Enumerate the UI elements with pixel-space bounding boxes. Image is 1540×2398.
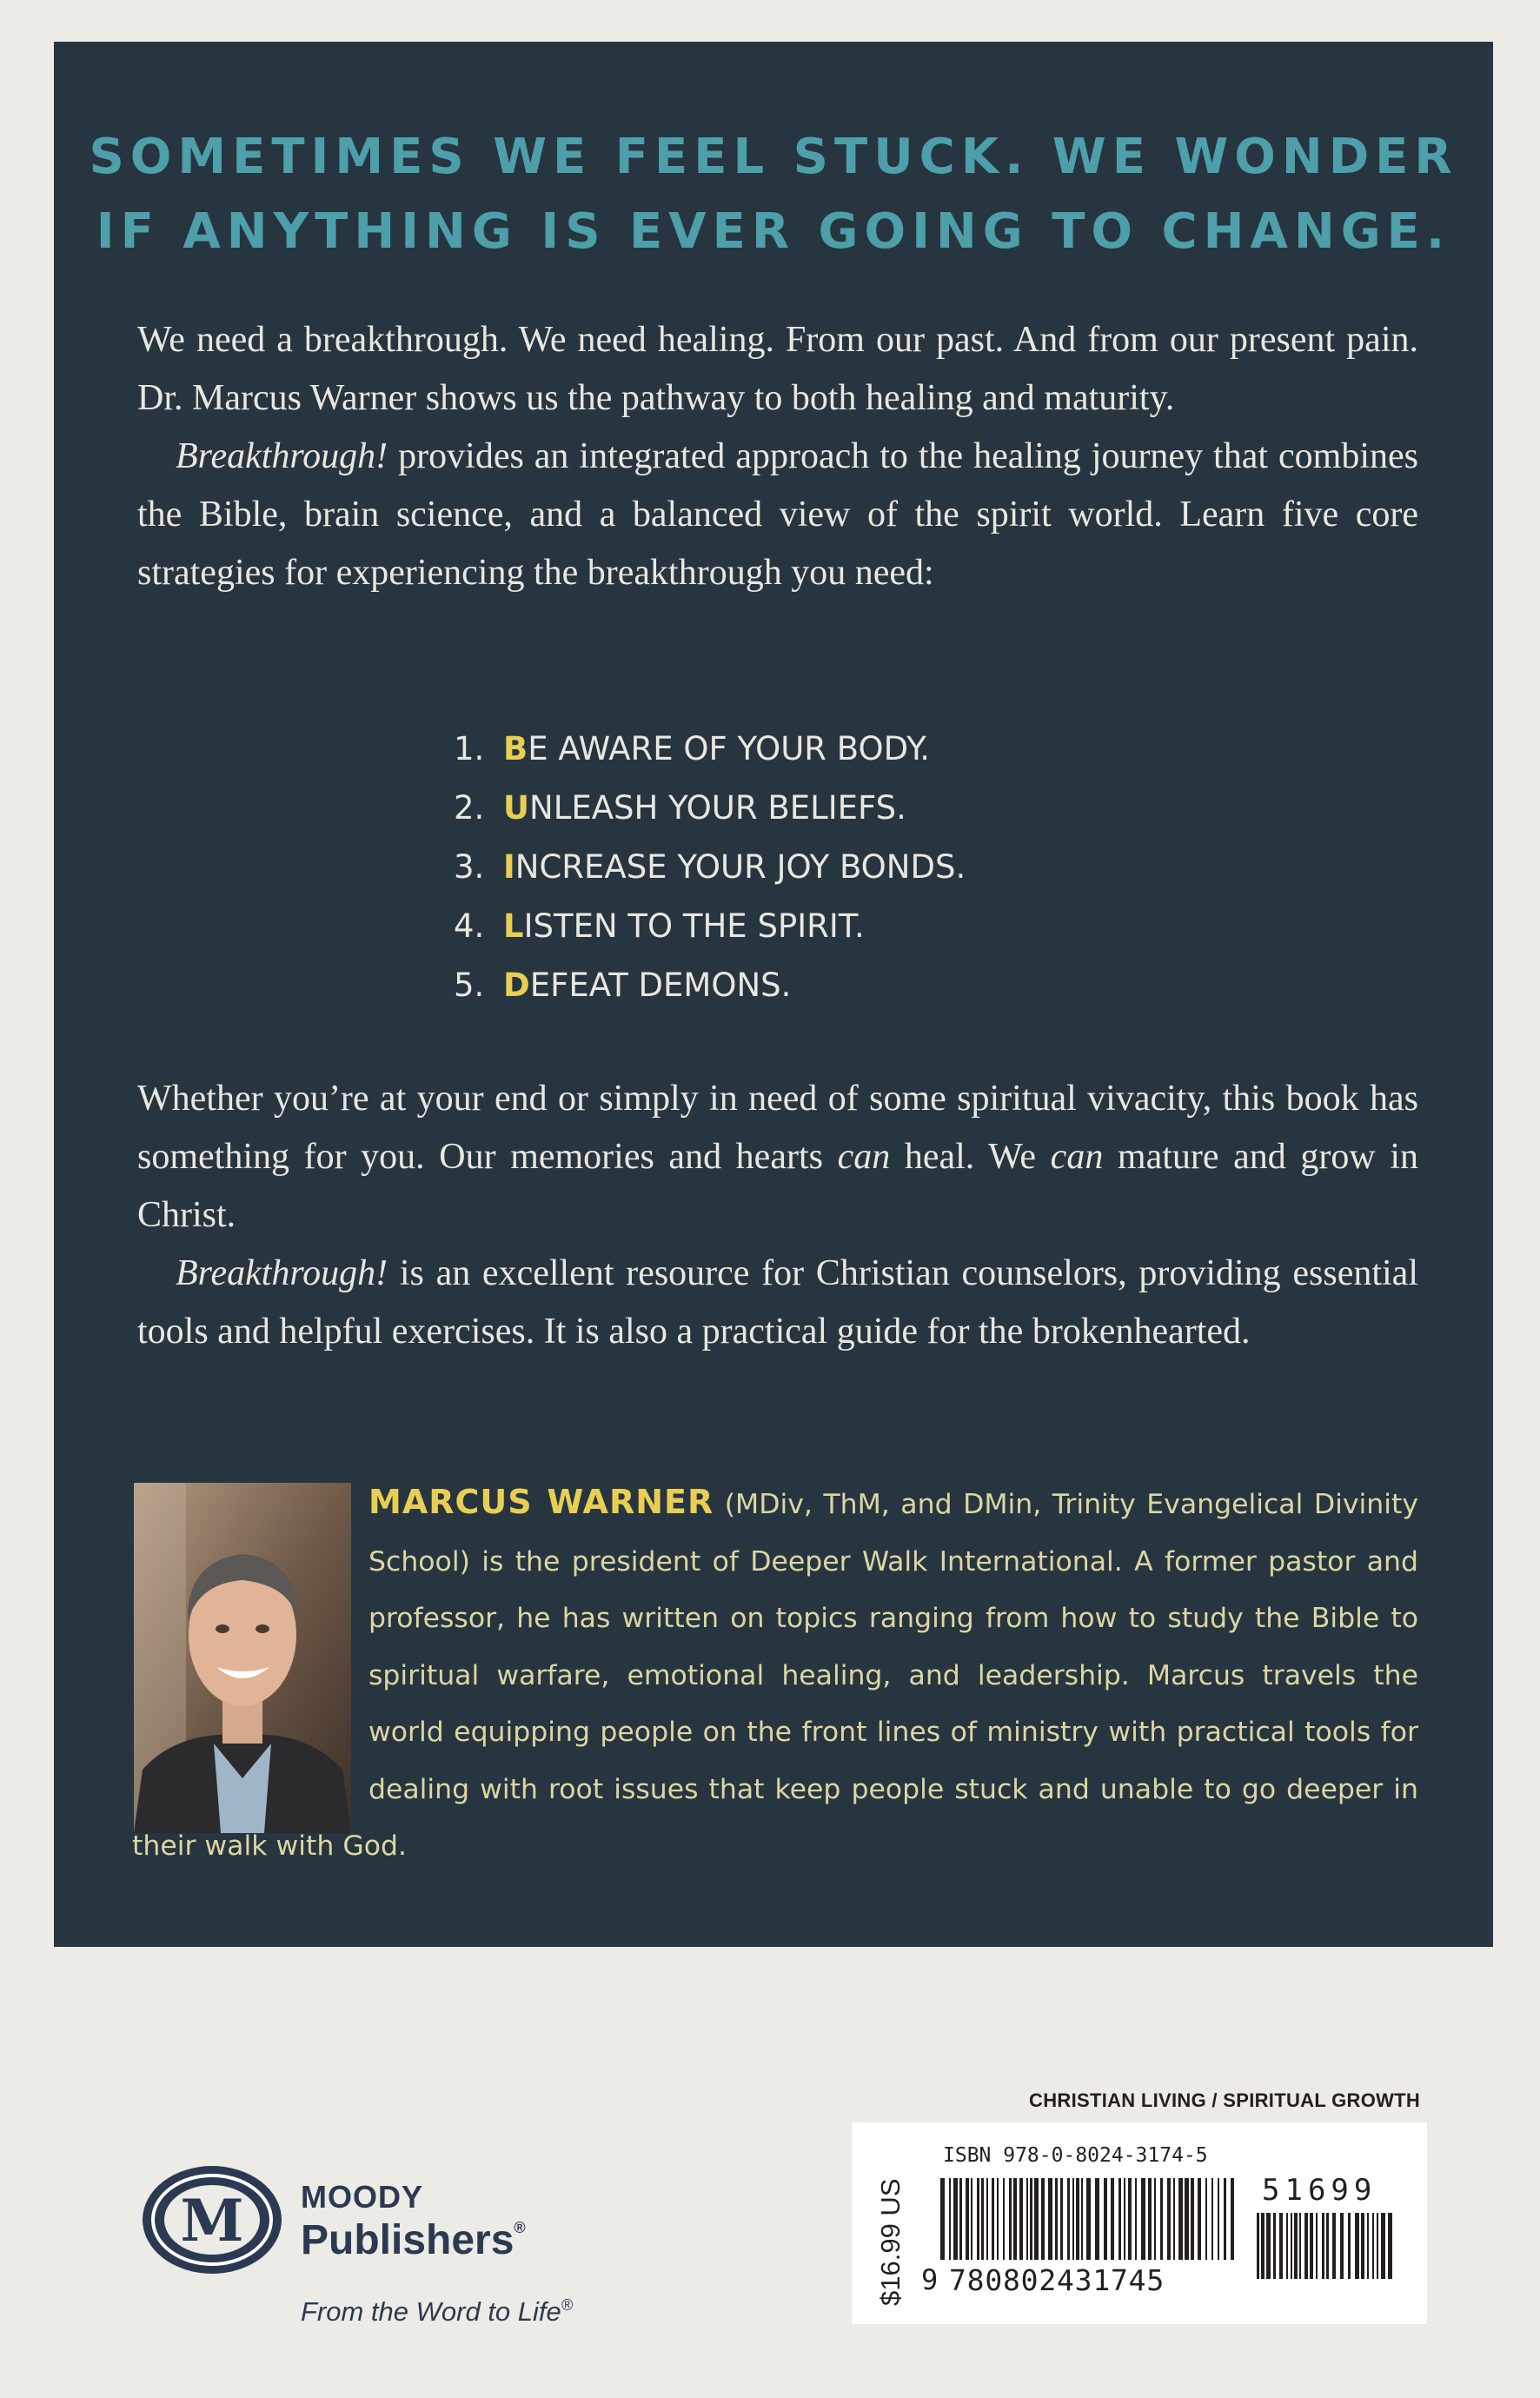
outro-paragraph-2: [137, 1245, 1418, 1361]
publisher-tagline: [301, 2296, 573, 2328]
category-label: CHRISTIAN LIVING / SPIRITUAL GROWTH: [1029, 2089, 1421, 2111]
barcode-bar: [971, 2178, 972, 2260]
book-title: Breakthrough!: [176, 1253, 388, 1293]
barcode-digits: 780802431745: [949, 2263, 1165, 2297]
barcode-bar: [1111, 2178, 1114, 2260]
barcode-bar: [1218, 2178, 1219, 2260]
isbn-label: ISBN 978-0-8024-3174-5: [943, 2144, 1208, 2167]
registered-mark: ®: [514, 2219, 526, 2236]
moody-logo-icon: [139, 2162, 285, 2277]
intro-paragraph-1: We need a breakthrough. We need healing. From our past. And from our present pain. Dr. Marcus Warner shows us the pathway to both healing and maturity.: [137, 320, 1418, 418]
barcode-bar: [1377, 2213, 1378, 2279]
barcode-bar: [1310, 2213, 1313, 2279]
strategy-initial: D: [503, 967, 530, 1004]
barcode-bar: [1231, 2178, 1234, 2260]
barcode-bar: [1178, 2178, 1183, 2260]
logo-letter: M: [180, 2187, 244, 2255]
barcode-bar: [1322, 2213, 1324, 2279]
barcode-bar: [1316, 2213, 1318, 2279]
price-label: $16.99 US: [875, 2178, 906, 2306]
headline-line-2: IF ANYTHING IS EVER GOING TO CHANGE.: [96, 203, 1451, 260]
barcode-bar: [1148, 2178, 1152, 2260]
barcode-bar: [1185, 2178, 1189, 2260]
tagline-text: From the Word to Life: [301, 2296, 561, 2327]
barcode-bar: [1060, 2178, 1063, 2260]
barcode-bar: [1072, 2178, 1074, 2260]
strategy-number: 2.: [454, 789, 485, 827]
barcode-bar: [953, 2178, 958, 2260]
barcode-bar: [1048, 2178, 1052, 2260]
barcode-bar: [1034, 2178, 1039, 2260]
publisher-line-2-text: Publishers: [301, 2217, 514, 2263]
barcode-bar: [1173, 2178, 1175, 2260]
barcode-bar: [1124, 2178, 1125, 2260]
barcode-bar: [1135, 2178, 1137, 2260]
barcode-bar: [1141, 2178, 1145, 2260]
barcode-bar: [1086, 2178, 1091, 2260]
strategy-number: 4.: [454, 907, 485, 945]
barcode-lead-digit: 9: [921, 2263, 939, 2296]
barcode-bar: [1372, 2213, 1374, 2279]
barcode-bar: [986, 2178, 988, 2260]
barcode-bar: [1299, 2213, 1301, 2279]
outro-paragraph-1: [137, 1070, 1418, 1245]
strategy-text: NCREASE YOUR JOY BONDS.: [514, 848, 966, 886]
barcode-bar: [1154, 2178, 1156, 2260]
barcode-bar: [1367, 2213, 1369, 2279]
strategy-text: NLEASH YOUR BELIEFS.: [529, 789, 906, 827]
barcode-bar: [1266, 2213, 1271, 2279]
barcode-bar: [959, 2178, 962, 2260]
barcode-bar: [949, 2178, 951, 2260]
barcode-bar: [1191, 2178, 1194, 2260]
supplement-barcode-bars: [1257, 2213, 1397, 2279]
strategy-number: 3.: [454, 848, 485, 886]
barcode-bar: [1030, 2178, 1032, 2260]
strategy-initial: L: [503, 907, 524, 945]
barcode-bar: [1286, 2213, 1288, 2279]
author-bio-text: (MDiv, ThM, and DMin, Trinity Evangelical Divinity School) is the president of Deeper Walk International. A former pastor and professor, he has written on topics ranging from how to study the Bible to spiritual warfare, emotional healing, and leadership. Marcus travels the world equipping people on the front lines of ministry with practical tools for dealing with root issues that keep people stuck and unable to go deeper in their walk with God.: [132, 1489, 1418, 1862]
strategy-text: E AWARE OF YOUR BODY.: [528, 730, 930, 767]
barcode-bar: [1067, 2178, 1070, 2260]
strategy-initial: B: [503, 730, 528, 767]
barcode-bar: [1279, 2213, 1283, 2279]
barcode-bar: [1026, 2178, 1028, 2260]
book-title: Breakthrough!: [176, 436, 388, 476]
strategy-item: [454, 956, 966, 1015]
publisher-name: [301, 2179, 526, 2263]
barcode-bar: [1257, 2213, 1259, 2279]
barcode-bar: [1095, 2178, 1099, 2260]
strategy-initial: U: [503, 789, 530, 827]
barcode-bar: [1003, 2178, 1005, 2260]
barcode-bar: [1224, 2178, 1226, 2260]
strategy-item: [454, 838, 966, 897]
barcode-bar: [1340, 2213, 1344, 2279]
barcode-bar: [1326, 2213, 1329, 2279]
emphasis: can: [837, 1137, 891, 1177]
barcode-bar: [1381, 2213, 1385, 2279]
barcode-bar: [1291, 2213, 1292, 2279]
barcode-bar: [1355, 2213, 1359, 2279]
barcode-bar: [1205, 2178, 1207, 2260]
outro-text-part: heal. We: [890, 1137, 1051, 1177]
cover-panel: [54, 42, 1493, 1947]
headline: [54, 120, 1493, 269]
strategy-initial: I: [503, 848, 515, 886]
barcode-bar: [1294, 2213, 1298, 2279]
outro-text: [137, 1070, 1418, 1361]
strategy-item: [454, 720, 966, 779]
barcode-bar: [1118, 2178, 1121, 2260]
barcode-bar: [981, 2178, 984, 2260]
barcode-bar: [1076, 2178, 1079, 2260]
barcode-bar: [1041, 2178, 1045, 2260]
registered-mark: ®: [561, 2296, 574, 2314]
headline-line-1: SOMETIMES WE FEEL STUCK. WE WONDER: [89, 129, 1458, 185]
barcode-bar: [1128, 2178, 1132, 2260]
barcode-bar: [1104, 2178, 1107, 2260]
photo-spacer: [132, 1474, 368, 1813]
outro-paragraph-2-text: is an excellent resource for Christian counselors, providing essential tools and helpful exercises. It is also a practical guide for the brokenhearted.: [137, 1253, 1418, 1352]
barcode-bar: [1167, 2178, 1171, 2260]
publisher-line-1: MOODY: [301, 2179, 424, 2215]
barcode-bar: [992, 2178, 994, 2260]
barcode-bar: [940, 2178, 945, 2260]
barcode-bar: [1055, 2178, 1058, 2260]
barcode-bars: [940, 2178, 1234, 2260]
barcode-bar: [1348, 2213, 1351, 2279]
strategy-item: [454, 779, 966, 838]
emphasis: can: [1050, 1137, 1104, 1177]
barcode-bar: [997, 2178, 999, 2260]
author-name: MARCUS WARNER: [368, 1483, 714, 1521]
strategy-text: EFEAT DEMONS.: [529, 967, 792, 1004]
intro-paragraph-2: [137, 428, 1418, 602]
barcode-bar: [1332, 2213, 1336, 2279]
barcode-bar: [1081, 2178, 1083, 2260]
barcode-bar: [966, 2178, 969, 2260]
barcode-bar: [1273, 2213, 1276, 2279]
barcode-bar: [1160, 2178, 1163, 2260]
barcode-bar: [1211, 2178, 1213, 2260]
barcode-bar: [1388, 2213, 1392, 2279]
barcode-bar: [1304, 2213, 1308, 2279]
barcode-bar: [1261, 2213, 1265, 2279]
barcode-bar: [977, 2178, 979, 2260]
publisher-line-2: [301, 2217, 526, 2263]
outro-text-part: mature and grow in Christ.: [137, 1137, 1418, 1235]
outro-text-part: Whether you’re at your end or simply in need of some spiritual vivacity, this book has something for you. Our memories and hearts: [137, 1079, 1418, 1177]
strategy-number: 1.: [454, 730, 485, 767]
supplement-digits: 51699: [1262, 2173, 1377, 2208]
intro-text: [137, 311, 1418, 602]
barcode-bar: [1009, 2178, 1012, 2260]
intro-paragraph-2-text: provides an integrated approach to the healing journey that combines the Bible, brain science, and a balanced view of the spirit world. Learn five core strategies for experiencing the breakthrough you need:: [137, 436, 1418, 593]
barcode-bar: [1361, 2213, 1364, 2279]
barcode-bar: [1013, 2178, 1017, 2260]
strategy-number: 5.: [454, 967, 485, 1004]
strategy-item: [454, 897, 966, 956]
barcode-bar: [1198, 2178, 1201, 2260]
author-bio: [132, 1474, 1418, 1876]
strategies-list: [454, 720, 966, 1015]
barcode-bar: [1019, 2178, 1023, 2260]
strategy-text: ISTEN TO THE SPIRIT.: [523, 907, 865, 945]
